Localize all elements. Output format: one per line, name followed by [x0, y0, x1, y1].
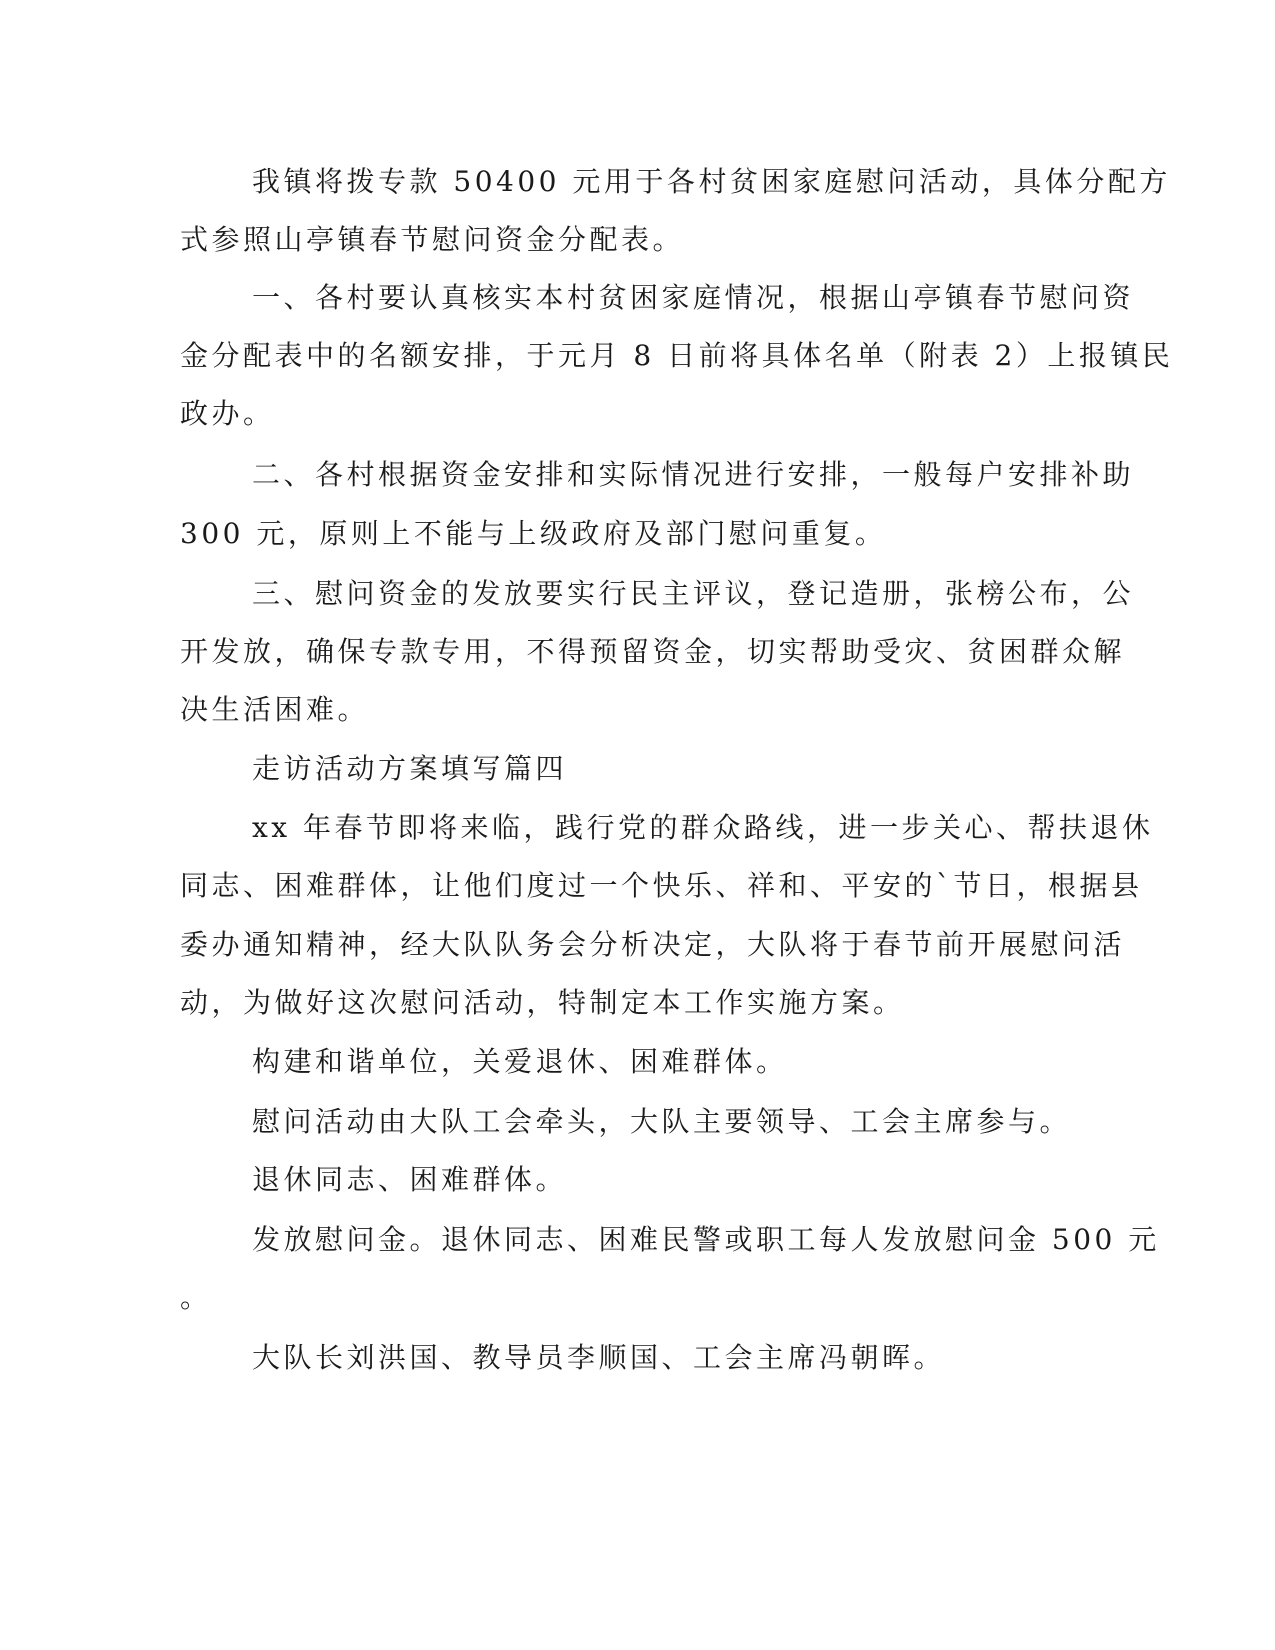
text-line: 金分配表中的名额安排，于元月 8 日前将具体名单（附表 2）上报镇民: [180, 339, 1174, 372]
text-line: 构建和谐单位，关爱退休、困难群体。: [252, 1045, 788, 1078]
section-heading: 走访活动方案填写篇四: [252, 752, 568, 785]
text-line: 。: [180, 1281, 212, 1314]
text-line: 决生活困难。: [180, 693, 370, 726]
text-line: 政办。: [180, 397, 275, 430]
text-line: 慰问活动由大队工会牵头，大队主要领导、工会主席参与。: [252, 1105, 1072, 1138]
text-line: 退休同志、困难群体。: [252, 1163, 568, 1196]
text-line: 委办通知精神，经大队队务会分析决定，大队将于春节前开展慰问活: [180, 928, 1126, 961]
text-line: 我镇将拨专款 50400 元用于各村贫困家庭慰问活动，具体分配方: [252, 165, 1171, 198]
text-line: 一、各村要认真核实本村贫困家庭情况，根据山亭镇春节慰问资: [252, 281, 1135, 314]
text-line: 二、各村根据资金安排和实际情况进行安排，一般每户安排补助: [252, 458, 1135, 491]
text-line: 开发放，确保专款专用，不得预留资金，切实帮助受灾、贫困群众解: [180, 635, 1126, 668]
text-line: 大队长刘洪国、教导员李顺国、工会主席冯朝晖。: [252, 1341, 946, 1374]
text-line: 发放慰问金。退休同志、困难民警或职工每人发放慰问金 500 元: [252, 1223, 1160, 1256]
text-line: xx 年春节即将来临，践行党的群众路线，进一步关心、帮扶退休: [252, 811, 1154, 844]
text-line: 同志、困难群体，让他们度过一个快乐、祥和、平安的`节日，根据县: [180, 869, 1143, 902]
text-line: 动，为做好这次慰问活动，特制定本工作实施方案。: [180, 986, 905, 1019]
text-line: 式参照山亭镇春节慰问资金分配表。: [180, 223, 685, 256]
text-line: 300 元，原则上不能与上级政府及部门慰问重复。: [180, 517, 887, 550]
text-line: 三、慰问资金的发放要实行民主评议，登记造册，张榜公布，公: [252, 577, 1135, 610]
